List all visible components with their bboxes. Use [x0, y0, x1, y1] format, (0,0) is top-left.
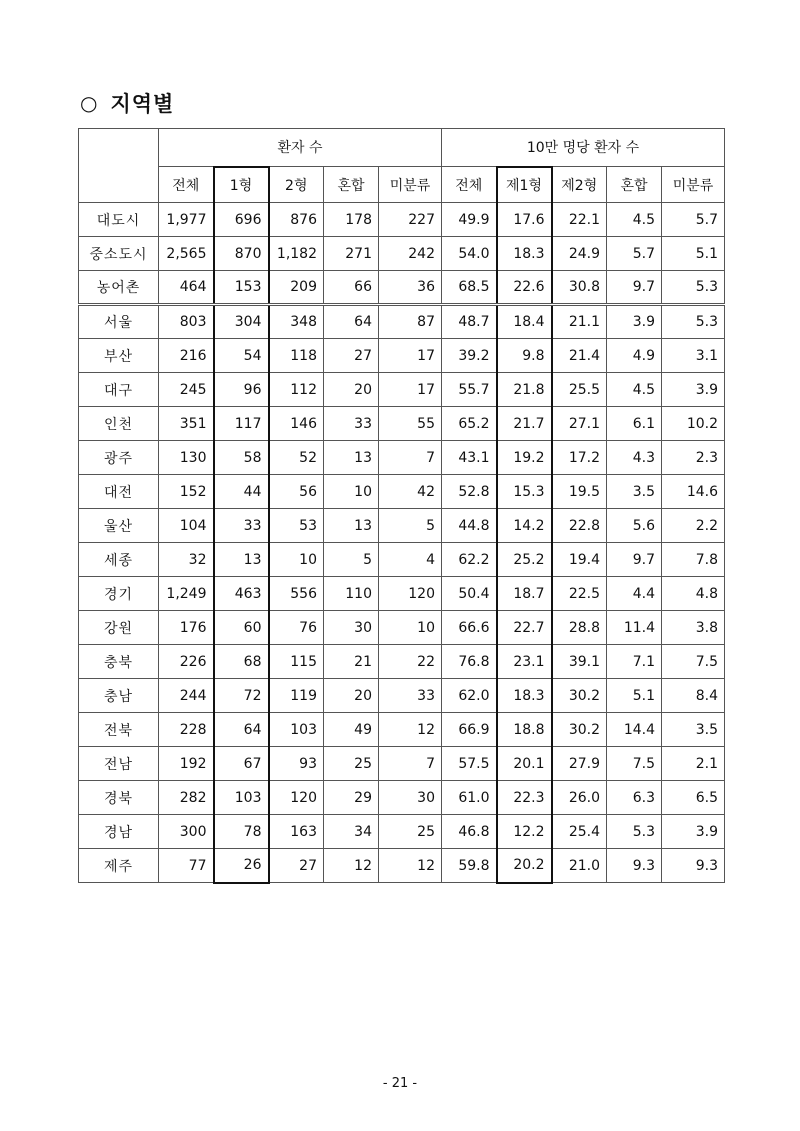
sub-header: 2형 — [269, 167, 324, 203]
table-row — [79, 815, 725, 849]
value-cell: 22.6 — [497, 271, 552, 305]
value-cell: 77 — [159, 849, 214, 883]
value-cell: 178 — [324, 203, 379, 237]
region-name-cell: 인천 — [79, 407, 159, 441]
value-cell: 5.1 — [662, 237, 725, 271]
value-cell: 68.5 — [442, 271, 497, 305]
sub-header: 제2형 — [552, 167, 607, 203]
value-cell: 78 — [214, 815, 269, 849]
value-cell: 60 — [214, 611, 269, 645]
value-cell: 28.8 — [552, 611, 607, 645]
value-cell: 282 — [159, 781, 214, 815]
value-cell: 59.8 — [442, 849, 497, 883]
value-cell: 120 — [269, 781, 324, 815]
value-cell: 5.7 — [662, 203, 725, 237]
table-row — [79, 373, 725, 407]
table-row — [79, 747, 725, 781]
value-cell: 7.8 — [662, 543, 725, 577]
value-cell: 3.8 — [662, 611, 725, 645]
value-cell: 13 — [324, 509, 379, 543]
value-cell: 5.7 — [607, 237, 662, 271]
value-cell: 87 — [379, 305, 442, 339]
value-cell: 61.0 — [442, 781, 497, 815]
value-cell: 66.9 — [442, 713, 497, 747]
value-cell: 118 — [269, 339, 324, 373]
value-cell: 3.5 — [607, 475, 662, 509]
value-cell: 30.2 — [552, 713, 607, 747]
value-cell: 146 — [269, 407, 324, 441]
value-cell: 1,249 — [159, 577, 214, 611]
value-cell: 55.7 — [442, 373, 497, 407]
value-cell: 57.5 — [442, 747, 497, 781]
value-cell: 30 — [379, 781, 442, 815]
value-cell: 36 — [379, 271, 442, 305]
value-cell: 22 — [379, 645, 442, 679]
value-cell: 27.1 — [552, 407, 607, 441]
value-cell: 27 — [324, 339, 379, 373]
value-cell: 26 — [214, 849, 269, 883]
region-name-cell: 경북 — [79, 781, 159, 815]
value-cell: 21.1 — [552, 305, 607, 339]
value-cell: 22.8 — [552, 509, 607, 543]
region-name-cell: 부산 — [79, 339, 159, 373]
value-cell: 20 — [324, 679, 379, 713]
value-cell: 876 — [269, 203, 324, 237]
value-cell: 18.3 — [497, 679, 552, 713]
value-cell: 9.7 — [607, 271, 662, 305]
table-row — [79, 679, 725, 713]
value-cell: 112 — [269, 373, 324, 407]
value-cell: 556 — [269, 577, 324, 611]
value-cell: 56 — [269, 475, 324, 509]
sub-header: 제1형 — [497, 167, 552, 203]
value-cell: 3.1 — [662, 339, 725, 373]
table-row — [79, 339, 725, 373]
value-cell: 25.2 — [497, 543, 552, 577]
value-cell: 25 — [324, 747, 379, 781]
value-cell: 72 — [214, 679, 269, 713]
value-cell: 9.3 — [607, 849, 662, 883]
value-cell: 300 — [159, 815, 214, 849]
value-cell: 15.3 — [497, 475, 552, 509]
table-row — [79, 407, 725, 441]
value-cell: 4.8 — [662, 577, 725, 611]
value-cell: 14.6 — [662, 475, 725, 509]
region-name-cell: 울산 — [79, 509, 159, 543]
value-cell: 11.4 — [607, 611, 662, 645]
value-cell: 245 — [159, 373, 214, 407]
value-cell: 14.2 — [497, 509, 552, 543]
value-cell: 48.7 — [442, 305, 497, 339]
value-cell: 119 — [269, 679, 324, 713]
value-cell: 53 — [269, 509, 324, 543]
value-cell: 29 — [324, 781, 379, 815]
value-cell: 4.3 — [607, 441, 662, 475]
value-cell: 7 — [379, 441, 442, 475]
sub-header: 미분류 — [662, 167, 725, 203]
value-cell: 9.3 — [662, 849, 725, 883]
value-cell: 244 — [159, 679, 214, 713]
sub-header: 미분류 — [379, 167, 442, 203]
value-cell: 30.8 — [552, 271, 607, 305]
table-row — [79, 611, 725, 645]
section-heading — [80, 88, 174, 118]
value-cell: 4.5 — [607, 203, 662, 237]
value-cell: 33 — [214, 509, 269, 543]
value-cell: 2.2 — [662, 509, 725, 543]
value-cell: 10 — [324, 475, 379, 509]
value-cell: 6.5 — [662, 781, 725, 815]
value-cell: 348 — [269, 305, 324, 339]
table-row — [79, 237, 725, 271]
regional-patient-table — [78, 128, 725, 884]
value-cell: 39.2 — [442, 339, 497, 373]
value-cell: 104 — [159, 509, 214, 543]
value-cell: 25 — [379, 815, 442, 849]
page-number: - 21 - — [382, 1076, 418, 1091]
value-cell: 6.3 — [607, 781, 662, 815]
value-cell: 17 — [379, 373, 442, 407]
value-cell: 19.2 — [497, 441, 552, 475]
value-cell: 27.9 — [552, 747, 607, 781]
value-cell: 62.2 — [442, 543, 497, 577]
value-cell: 2,565 — [159, 237, 214, 271]
value-cell: 39.1 — [552, 645, 607, 679]
value-cell: 10 — [379, 611, 442, 645]
value-cell: 5 — [324, 543, 379, 577]
value-cell: 870 — [214, 237, 269, 271]
region-name-cell: 전남 — [79, 747, 159, 781]
value-cell: 4.4 — [607, 577, 662, 611]
value-cell: 803 — [159, 305, 214, 339]
value-cell: 30 — [324, 611, 379, 645]
value-cell: 226 — [159, 645, 214, 679]
region-name-cell: 강원 — [79, 611, 159, 645]
sub-header: 혼합 — [324, 167, 379, 203]
value-cell: 9.7 — [607, 543, 662, 577]
region-name-cell: 대구 — [79, 373, 159, 407]
region-name-cell: 대전 — [79, 475, 159, 509]
table-row — [79, 577, 725, 611]
value-cell: 18.4 — [497, 305, 552, 339]
value-cell: 34 — [324, 815, 379, 849]
value-cell: 4.5 — [607, 373, 662, 407]
value-cell: 21.4 — [552, 339, 607, 373]
value-cell: 2.3 — [662, 441, 725, 475]
value-cell: 65.2 — [442, 407, 497, 441]
value-cell: 19.4 — [552, 543, 607, 577]
value-cell: 49 — [324, 713, 379, 747]
value-cell: 6.1 — [607, 407, 662, 441]
value-cell: 152 — [159, 475, 214, 509]
value-cell: 96 — [214, 373, 269, 407]
value-cell: 66 — [324, 271, 379, 305]
value-cell: 76 — [269, 611, 324, 645]
value-cell: 3.9 — [662, 815, 725, 849]
value-cell: 463 — [214, 577, 269, 611]
value-cell: 10 — [269, 543, 324, 577]
value-cell: 216 — [159, 339, 214, 373]
value-cell: 110 — [324, 577, 379, 611]
region-name-cell: 충북 — [79, 645, 159, 679]
region-name-cell: 경남 — [79, 815, 159, 849]
value-cell: 52.8 — [442, 475, 497, 509]
value-cell: 20.1 — [497, 747, 552, 781]
value-cell: 10.2 — [662, 407, 725, 441]
value-cell: 67 — [214, 747, 269, 781]
region-name-cell: 전북 — [79, 713, 159, 747]
value-cell: 9.8 — [497, 339, 552, 373]
value-cell: 24.9 — [552, 237, 607, 271]
sub-header: 전체 — [159, 167, 214, 203]
value-cell: 12 — [324, 849, 379, 883]
value-cell: 5.3 — [607, 815, 662, 849]
value-cell: 351 — [159, 407, 214, 441]
value-cell: 176 — [159, 611, 214, 645]
table-row — [79, 781, 725, 815]
value-cell: 21.7 — [497, 407, 552, 441]
table-row — [79, 713, 725, 747]
value-cell: 22.7 — [497, 611, 552, 645]
value-cell: 18.8 — [497, 713, 552, 747]
table-row — [79, 441, 725, 475]
group-header-row — [79, 129, 725, 167]
table-body — [79, 203, 725, 883]
value-cell: 68 — [214, 645, 269, 679]
region-header-cell — [79, 129, 159, 203]
region-name-cell: 중소도시 — [79, 237, 159, 271]
value-cell: 66.6 — [442, 611, 497, 645]
value-cell: 44 — [214, 475, 269, 509]
table-row — [79, 645, 725, 679]
value-cell: 52 — [269, 441, 324, 475]
value-cell: 17 — [379, 339, 442, 373]
region-name-cell: 광주 — [79, 441, 159, 475]
value-cell: 20 — [324, 373, 379, 407]
value-cell: 55 — [379, 407, 442, 441]
table-row — [79, 305, 725, 339]
table-row — [79, 475, 725, 509]
value-cell: 103 — [214, 781, 269, 815]
value-cell: 49.9 — [442, 203, 497, 237]
value-cell: 21.8 — [497, 373, 552, 407]
value-cell: 242 — [379, 237, 442, 271]
per-100k-header: 10만 명당 환자 수 — [442, 129, 725, 167]
value-cell: 22.5 — [552, 577, 607, 611]
value-cell: 18.7 — [497, 577, 552, 611]
region-name-cell: 세종 — [79, 543, 159, 577]
value-cell: 153 — [214, 271, 269, 305]
sub-header: 전체 — [442, 167, 497, 203]
patient-count-header: 환자 수 — [159, 129, 442, 167]
value-cell: 5.3 — [662, 305, 725, 339]
value-cell: 58 — [214, 441, 269, 475]
value-cell: 115 — [269, 645, 324, 679]
value-cell: 120 — [379, 577, 442, 611]
value-cell: 26.0 — [552, 781, 607, 815]
value-cell: 304 — [214, 305, 269, 339]
section-title: 지역별 — [110, 92, 175, 116]
value-cell: 22.3 — [497, 781, 552, 815]
value-cell: 3.9 — [607, 305, 662, 339]
value-cell: 7.5 — [662, 645, 725, 679]
sub-header: 1형 — [214, 167, 269, 203]
value-cell: 8.4 — [662, 679, 725, 713]
value-cell: 7.1 — [607, 645, 662, 679]
table-row — [79, 543, 725, 577]
value-cell: 103 — [269, 713, 324, 747]
region-name-cell: 농어촌 — [79, 271, 159, 305]
value-cell: 209 — [269, 271, 324, 305]
value-cell: 14.4 — [607, 713, 662, 747]
value-cell: 23.1 — [497, 645, 552, 679]
value-cell: 44.8 — [442, 509, 497, 543]
value-cell: 42 — [379, 475, 442, 509]
value-cell: 271 — [324, 237, 379, 271]
value-cell: 12 — [379, 713, 442, 747]
value-cell: 54 — [214, 339, 269, 373]
value-cell: 20.2 — [497, 849, 552, 883]
value-cell: 21 — [324, 645, 379, 679]
value-cell: 5.1 — [607, 679, 662, 713]
value-cell: 46.8 — [442, 815, 497, 849]
value-cell: 27 — [269, 849, 324, 883]
value-cell: 2.1 — [662, 747, 725, 781]
region-name-cell: 제주 — [79, 849, 159, 883]
value-cell: 17.6 — [497, 203, 552, 237]
value-cell: 464 — [159, 271, 214, 305]
value-cell: 5.3 — [662, 271, 725, 305]
value-cell: 18.3 — [497, 237, 552, 271]
value-cell: 22.1 — [552, 203, 607, 237]
value-cell: 163 — [269, 815, 324, 849]
sub-header-row — [79, 167, 725, 203]
value-cell: 4 — [379, 543, 442, 577]
table-row — [79, 271, 725, 305]
value-cell: 4.9 — [607, 339, 662, 373]
value-cell: 192 — [159, 747, 214, 781]
value-cell: 50.4 — [442, 577, 497, 611]
table-row — [79, 203, 725, 237]
value-cell: 13 — [214, 543, 269, 577]
value-cell: 228 — [159, 713, 214, 747]
value-cell: 25.5 — [552, 373, 607, 407]
value-cell: 25.4 — [552, 815, 607, 849]
value-cell: 64 — [214, 713, 269, 747]
value-cell: 17.2 — [552, 441, 607, 475]
value-cell: 32 — [159, 543, 214, 577]
value-cell: 13 — [324, 441, 379, 475]
region-name-cell: 서울 — [79, 305, 159, 339]
value-cell: 33 — [379, 679, 442, 713]
value-cell: 1,182 — [269, 237, 324, 271]
value-cell: 130 — [159, 441, 214, 475]
value-cell: 76.8 — [442, 645, 497, 679]
bullet-circle-icon: ○ — [80, 91, 99, 115]
value-cell: 54.0 — [442, 237, 497, 271]
value-cell: 7 — [379, 747, 442, 781]
value-cell: 5 — [379, 509, 442, 543]
value-cell: 5.6 — [607, 509, 662, 543]
value-cell: 12.2 — [497, 815, 552, 849]
value-cell: 3.5 — [662, 713, 725, 747]
value-cell: 30.2 — [552, 679, 607, 713]
value-cell: 117 — [214, 407, 269, 441]
value-cell: 21.0 — [552, 849, 607, 883]
value-cell: 1,977 — [159, 203, 214, 237]
table-row — [79, 509, 725, 543]
region-name-cell: 경기 — [79, 577, 159, 611]
value-cell: 227 — [379, 203, 442, 237]
region-name-cell: 대도시 — [79, 203, 159, 237]
value-cell: 33 — [324, 407, 379, 441]
sub-header: 혼합 — [607, 167, 662, 203]
value-cell: 93 — [269, 747, 324, 781]
value-cell: 19.5 — [552, 475, 607, 509]
value-cell: 64 — [324, 305, 379, 339]
value-cell: 62.0 — [442, 679, 497, 713]
value-cell: 12 — [379, 849, 442, 883]
value-cell: 3.9 — [662, 373, 725, 407]
table-row — [79, 849, 725, 883]
value-cell: 7.5 — [607, 747, 662, 781]
value-cell: 696 — [214, 203, 269, 237]
region-name-cell: 충남 — [79, 679, 159, 713]
value-cell: 43.1 — [442, 441, 497, 475]
